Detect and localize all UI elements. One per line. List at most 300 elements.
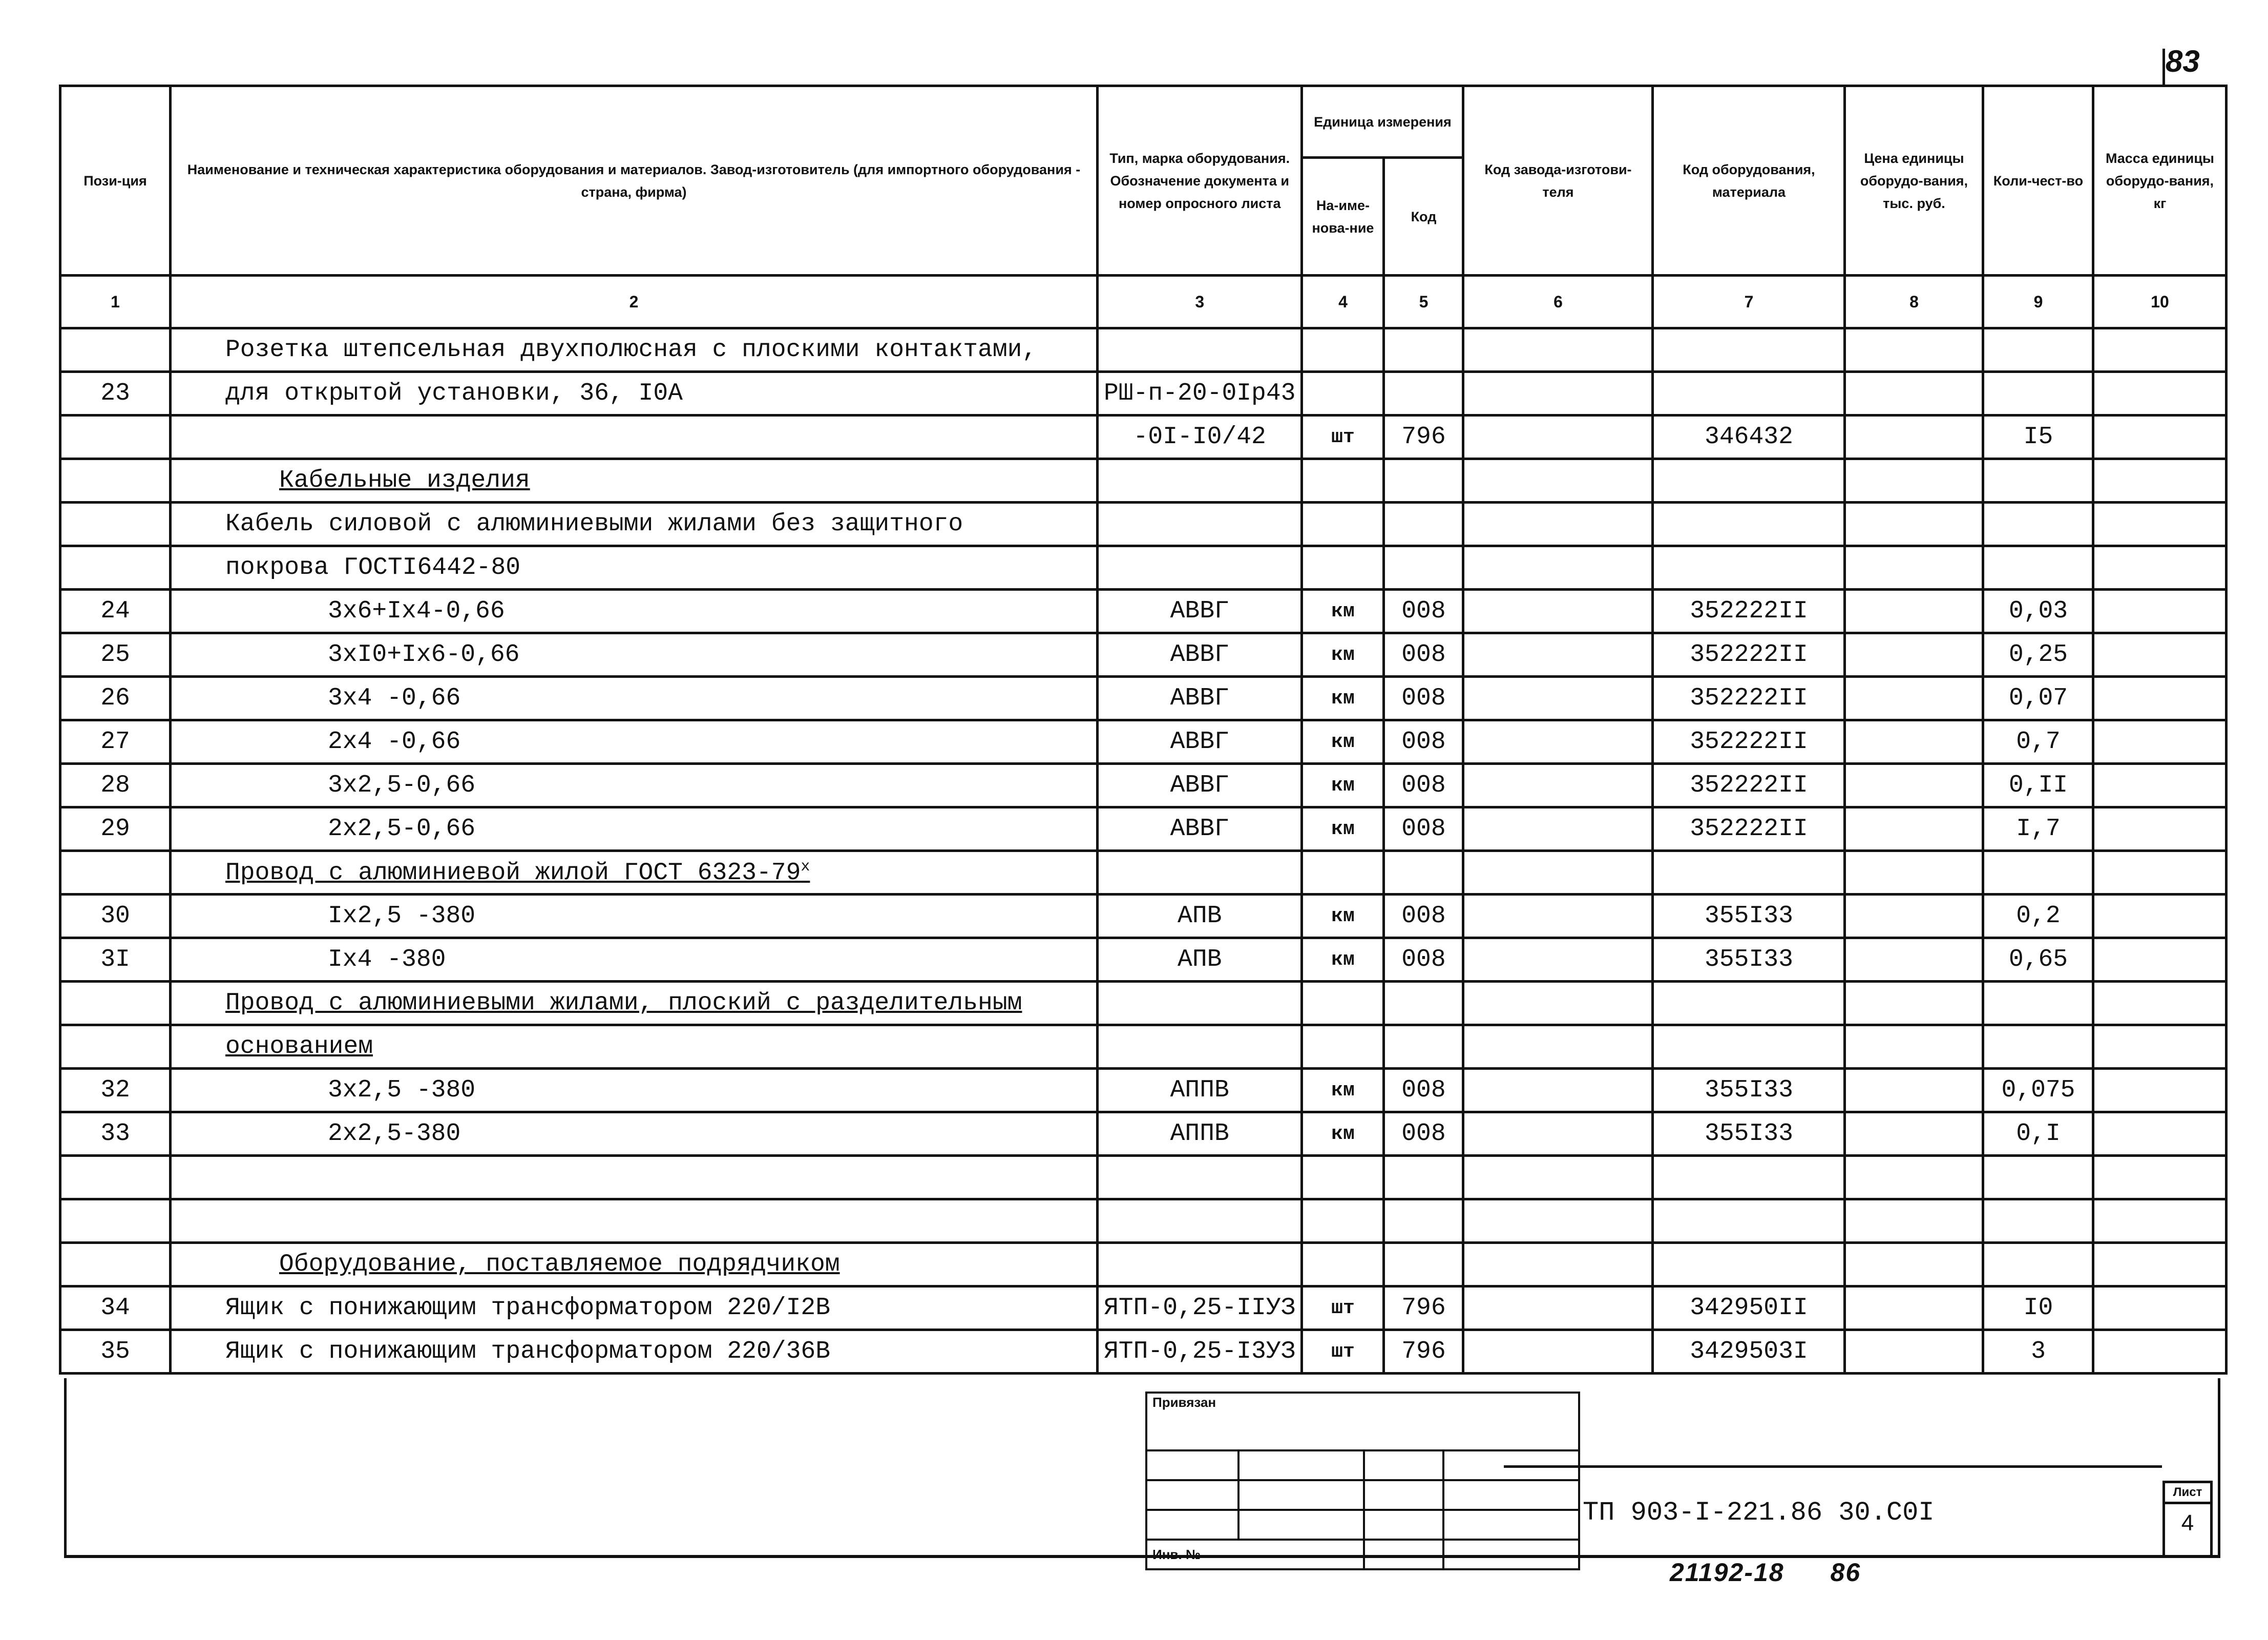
row-qty (1983, 851, 2093, 895)
row-unit (1302, 503, 1384, 546)
row-position (60, 1199, 171, 1243)
row-name-text: 3х2,5 -380 (328, 1076, 476, 1104)
row-maker-code (1463, 1286, 1653, 1330)
row-name-text: Провод с алюминиевыми жилами, плоский с разделительным (225, 989, 1022, 1017)
row-name (171, 1025, 1098, 1069)
row-unit-code (1384, 328, 1463, 372)
row-name-text: Ящик с понижающим трансформатором 220/36В (225, 1338, 830, 1365)
row-unit: км (1302, 590, 1384, 633)
table-row (60, 720, 2227, 764)
row-maker-code (1463, 851, 1653, 895)
row-unit-code (1384, 459, 1463, 503)
row-name-text: Iх2,5 -380 (328, 902, 476, 930)
row-unit: шт (1302, 1286, 1384, 1330)
row-mass (2093, 1330, 2227, 1374)
row-item-code (1653, 1243, 1845, 1286)
col-header-type: Тип, марка оборудования. Обозначение документа и номер опросного листа (1098, 86, 1302, 276)
row-type (1098, 1156, 1302, 1199)
table-row (60, 1156, 2227, 1199)
row-type (1098, 546, 1302, 590)
row-qty: I5 (1983, 416, 2093, 459)
row-unit: км (1302, 895, 1384, 938)
row-maker-code (1463, 459, 1653, 503)
row-unit-code: 008 (1384, 764, 1463, 807)
row-position (60, 459, 171, 503)
row-mass (2093, 1025, 2227, 1069)
row-name-text: Кабель силовой с алюминиевыми жилами без защитного (225, 510, 963, 538)
row-unit-code (1384, 1025, 1463, 1069)
sheet-corner-mark-bar (2162, 49, 2165, 85)
table-row (60, 503, 2227, 546)
col-number: 2 (171, 276, 1098, 328)
row-type (1098, 459, 1302, 503)
row-name (171, 1286, 1098, 1330)
row-mass (2093, 1199, 2227, 1243)
col-number: 8 (1845, 276, 1983, 328)
row-maker-code (1463, 546, 1653, 590)
col-header-item-code: Код оборудования, материала (1653, 86, 1845, 276)
row-price (1845, 1330, 1983, 1374)
row-position: 29 (60, 807, 171, 851)
row-unit-code: 008 (1384, 1112, 1463, 1156)
row-qty: 0,075 (1983, 1069, 2093, 1112)
row-unit: шт (1302, 1330, 1384, 1374)
row-name (171, 1112, 1098, 1156)
row-maker-code (1463, 590, 1653, 633)
row-item-code: 355I33 (1653, 1112, 1845, 1156)
col-number: 1 (60, 276, 171, 328)
row-item-code: 352222II (1653, 633, 1845, 677)
table-row (60, 459, 2227, 503)
col-header-maker-code: Код завода-изготови-теля (1463, 86, 1653, 276)
row-item-code (1653, 372, 1845, 416)
row-name (171, 372, 1098, 416)
row-position: 33 (60, 1112, 171, 1156)
row-type: АППВ (1098, 1112, 1302, 1156)
row-qty: 0,03 (1983, 590, 2093, 633)
row-qty (1983, 372, 2093, 416)
table-row (60, 372, 2227, 416)
bottom-frame (64, 1378, 2220, 1558)
row-unit-code: 008 (1384, 720, 1463, 764)
row-mass (2093, 851, 2227, 895)
row-unit-code (1384, 503, 1463, 546)
row-item-code (1653, 1156, 1845, 1199)
row-mass (2093, 590, 2227, 633)
row-name (171, 982, 1098, 1025)
row-unit: км (1302, 1069, 1384, 1112)
row-name (171, 764, 1098, 807)
row-item-code (1653, 328, 1845, 372)
row-item-code (1653, 851, 1845, 895)
row-qty: 0,65 (1983, 938, 2093, 982)
table-row (60, 764, 2227, 807)
row-unit-code (1384, 851, 1463, 895)
row-qty: 0,7 (1983, 720, 2093, 764)
row-qty: 3 (1983, 1330, 2093, 1374)
row-item-code: 355I33 (1653, 1069, 1845, 1112)
row-qty (1983, 1156, 2093, 1199)
row-maker-code (1463, 895, 1653, 938)
table-row (60, 1286, 2227, 1330)
row-type (1098, 851, 1302, 895)
col-number: 6 (1463, 276, 1653, 328)
row-maker-code (1463, 328, 1653, 372)
table-row (60, 677, 2227, 720)
row-name-text: для открытой установки, 36, I0A (225, 380, 683, 407)
footer-archive-code: 21192-18 (1670, 1558, 1784, 1587)
row-price (1845, 720, 1983, 764)
row-type (1098, 503, 1302, 546)
row-unit-code: 008 (1384, 895, 1463, 938)
row-mass (2093, 895, 2227, 938)
row-position (60, 546, 171, 590)
row-type (1098, 1243, 1302, 1286)
row-price (1845, 764, 1983, 807)
row-type: ЯТП-0,25-IIУЗ (1098, 1286, 1302, 1330)
row-qty (1983, 1199, 2093, 1243)
row-type: АПВ (1098, 895, 1302, 938)
row-name (171, 1156, 1098, 1199)
row-unit (1302, 1156, 1384, 1199)
row-mass (2093, 764, 2227, 807)
row-item-code: 355I33 (1653, 938, 1845, 982)
row-type: РШ-п-20-0Iр43 (1098, 372, 1302, 416)
col-header-unit-code: Код (1384, 158, 1463, 276)
row-name (171, 633, 1098, 677)
row-price (1845, 546, 1983, 590)
row-position: 34 (60, 1286, 171, 1330)
specification-table (59, 85, 2228, 1375)
row-name (171, 1199, 1098, 1243)
row-name-text: 2х2,5-380 (328, 1120, 461, 1148)
row-maker-code (1463, 764, 1653, 807)
col-number: 10 (2093, 276, 2227, 328)
row-unit: км (1302, 677, 1384, 720)
row-unit (1302, 1243, 1384, 1286)
row-name (171, 416, 1098, 459)
row-name-text: Оборудование, поставляемое подрядчиком (279, 1251, 840, 1278)
row-name-text: 3х6+Iх4-0,66 (328, 597, 505, 625)
row-price (1845, 1243, 1983, 1286)
row-name (171, 677, 1098, 720)
row-unit-code: 008 (1384, 677, 1463, 720)
row-price (1845, 807, 1983, 851)
column-number-row (60, 276, 2227, 328)
row-price (1845, 982, 1983, 1025)
row-mass (2093, 1286, 2227, 1330)
row-position: 35 (60, 1330, 171, 1374)
row-position (60, 503, 171, 546)
row-type (1098, 328, 1302, 372)
row-qty (1983, 459, 2093, 503)
row-item-code: 352222II (1653, 720, 1845, 764)
row-mass (2093, 633, 2227, 677)
row-price (1845, 459, 1983, 503)
row-name-text: Iх4 -380 (328, 946, 446, 973)
sheet-corner-mark: 83 (2166, 44, 2200, 78)
col-number: 3 (1098, 276, 1302, 328)
table-row (60, 1330, 2227, 1374)
row-mass (2093, 1112, 2227, 1156)
row-unit: км (1302, 720, 1384, 764)
row-item-code: 355I33 (1653, 895, 1845, 938)
row-maker-code (1463, 1025, 1653, 1069)
row-position (60, 328, 171, 372)
table-row (60, 416, 2227, 459)
row-name-text: Провод с алюминиевой жилой ГОСТ 6323-79 (225, 859, 801, 887)
row-name-text: основанием (225, 1033, 373, 1061)
col-header-name: Наименование и техническая характеристика оборудования и материалов. Завод-изготовитель (для импортного оборудования - страна, фирма) (171, 86, 1098, 276)
row-unit-code: 008 (1384, 633, 1463, 677)
col-header-unit-group: Единица измерения (1302, 86, 1463, 158)
footer-archive-number (1670, 1558, 1861, 1587)
row-item-code: 352222II (1653, 807, 1845, 851)
row-mass (2093, 372, 2227, 416)
table-row (60, 807, 2227, 851)
row-position: 25 (60, 633, 171, 677)
sheet-box (2162, 1481, 2213, 1558)
row-name (171, 1330, 1098, 1374)
row-unit-code (1384, 1199, 1463, 1243)
row-price (1845, 677, 1983, 720)
row-position: 28 (60, 764, 171, 807)
row-name (171, 546, 1098, 590)
row-price (1845, 1069, 1983, 1112)
row-qty (1983, 328, 2093, 372)
row-item-code (1653, 1199, 1845, 1243)
row-qty: 0,II (1983, 764, 2093, 807)
row-maker-code (1463, 982, 1653, 1025)
row-name (171, 938, 1098, 982)
stamp-attached-label: Привязан (1146, 1393, 1579, 1450)
row-unit (1302, 459, 1384, 503)
row-unit: шт (1302, 416, 1384, 459)
row-unit (1302, 1199, 1384, 1243)
row-mass (2093, 720, 2227, 764)
table-row (60, 1243, 2227, 1286)
row-unit: км (1302, 807, 1384, 851)
table-row (60, 1199, 2227, 1243)
row-unit-code: 008 (1384, 1069, 1463, 1112)
row-maker-code (1463, 633, 1653, 677)
row-price (1845, 851, 1983, 895)
row-type: АВВГ (1098, 590, 1302, 633)
row-unit: км (1302, 1112, 1384, 1156)
row-name-superscript: x (801, 858, 810, 876)
row-maker-code (1463, 938, 1653, 982)
row-mass (2093, 1243, 2227, 1286)
row-maker-code (1463, 503, 1653, 546)
row-name (171, 328, 1098, 372)
row-type: АВВГ (1098, 677, 1302, 720)
row-position (60, 1025, 171, 1069)
row-position (60, 982, 171, 1025)
row-name-text: 3х4 -0,66 (328, 684, 461, 712)
row-name-text: 2х4 -0,66 (328, 728, 461, 756)
row-mass (2093, 807, 2227, 851)
row-mass (2093, 982, 2227, 1025)
row-unit-code (1384, 546, 1463, 590)
row-item-code: 352222II (1653, 590, 1845, 633)
row-name-text: 3хI0+Iх6-0,66 (328, 641, 520, 669)
table-row (60, 328, 2227, 372)
row-unit-code: 796 (1384, 1330, 1463, 1374)
row-item-code: 352222II (1653, 677, 1845, 720)
sheet-label: Лист (2165, 1483, 2210, 1504)
row-name-text: Ящик с понижающим трансформатором 220/I2В (225, 1294, 830, 1322)
row-name (171, 720, 1098, 764)
row-maker-code (1463, 1156, 1653, 1199)
row-type: АВВГ (1098, 764, 1302, 807)
row-maker-code (1463, 372, 1653, 416)
row-qty (1983, 503, 2093, 546)
row-item-code: 342950II (1653, 1286, 1845, 1330)
row-position: 30 (60, 895, 171, 938)
row-type: АППВ (1098, 1069, 1302, 1112)
row-price (1845, 503, 1983, 546)
col-header-price: Цена единицы оборудо-вания, тыс. руб. (1845, 86, 1983, 276)
row-unit-code (1384, 372, 1463, 416)
row-item-code (1653, 1025, 1845, 1069)
table-row (60, 1112, 2227, 1156)
row-maker-code (1463, 720, 1653, 764)
table-row (60, 546, 2227, 590)
row-type: АВВГ (1098, 807, 1302, 851)
col-number: 5 (1384, 276, 1463, 328)
row-unit-code: 796 (1384, 416, 1463, 459)
row-unit: км (1302, 633, 1384, 677)
row-qty: 0,25 (1983, 633, 2093, 677)
row-name (171, 503, 1098, 546)
row-price (1845, 328, 1983, 372)
document-number: ТП 903-I-221.86 30.С0I (1583, 1498, 1935, 1528)
row-position: 3I (60, 938, 171, 982)
stamp-divider (1504, 1465, 2162, 1468)
row-type: -0I-I0/42 (1098, 416, 1302, 459)
row-name-text: покрова ГОСТI6442-80 (225, 554, 521, 582)
row-unit (1302, 851, 1384, 895)
table-row (60, 938, 2227, 982)
row-position: 24 (60, 590, 171, 633)
row-price (1845, 1286, 1983, 1330)
row-unit (1302, 372, 1384, 416)
row-name (171, 895, 1098, 938)
row-maker-code (1463, 416, 1653, 459)
row-unit-code: 008 (1384, 590, 1463, 633)
row-item-code (1653, 982, 1845, 1025)
row-item-code: 346432 (1653, 416, 1845, 459)
row-mass (2093, 1069, 2227, 1112)
table-row (60, 1025, 2227, 1069)
row-unit-code: 796 (1384, 1286, 1463, 1330)
stamp-inventory-label: Инв. № (1146, 1540, 1364, 1569)
title-stamp (1145, 1392, 1580, 1570)
row-name-text: 2х2,5-0,66 (328, 815, 476, 843)
row-price (1845, 1025, 1983, 1069)
row-qty: 0,2 (1983, 895, 2093, 938)
row-qty (1983, 546, 2093, 590)
row-price (1845, 416, 1983, 459)
table-row (60, 895, 2227, 938)
row-maker-code (1463, 1243, 1653, 1286)
row-qty: 0,I (1983, 1112, 2093, 1156)
row-mass (2093, 938, 2227, 982)
row-unit (1302, 328, 1384, 372)
row-position (60, 1243, 171, 1286)
row-name (171, 1069, 1098, 1112)
row-type (1098, 1199, 1302, 1243)
row-type (1098, 982, 1302, 1025)
col-number: 4 (1302, 276, 1384, 328)
row-name-text: Кабельные изделия (279, 467, 530, 494)
row-position (60, 416, 171, 459)
specification-rows (60, 328, 2227, 1374)
row-price (1845, 372, 1983, 416)
row-unit-code (1384, 1243, 1463, 1286)
row-qty (1983, 1025, 2093, 1069)
table-row (60, 590, 2227, 633)
row-unit-code: 008 (1384, 807, 1463, 851)
row-price (1845, 590, 1983, 633)
row-price (1845, 1156, 1983, 1199)
row-type: АПВ (1098, 938, 1302, 982)
table-row (60, 1069, 2227, 1112)
table-row (60, 851, 2227, 895)
row-maker-code (1463, 1112, 1653, 1156)
row-unit: км (1302, 764, 1384, 807)
row-unit: км (1302, 938, 1384, 982)
row-unit-code (1384, 982, 1463, 1025)
row-name (171, 1243, 1098, 1286)
row-mass (2093, 1156, 2227, 1199)
row-price (1845, 938, 1983, 982)
row-item-code: 3429503I (1653, 1330, 1845, 1374)
row-name (171, 851, 1098, 895)
row-position (60, 851, 171, 895)
row-price (1845, 1199, 1983, 1243)
row-unit (1302, 1025, 1384, 1069)
row-item-code (1653, 459, 1845, 503)
row-name (171, 590, 1098, 633)
row-qty: I,7 (1983, 807, 2093, 851)
col-header-position: Пози-ция (60, 86, 171, 276)
row-name (171, 807, 1098, 851)
row-price (1845, 1112, 1983, 1156)
col-header-unit-name: На-име-нова-ние (1302, 158, 1384, 276)
row-qty (1983, 982, 2093, 1025)
row-maker-code (1463, 1069, 1653, 1112)
row-mass (2093, 677, 2227, 720)
row-type: ЯТП-0,25-I3УЗ (1098, 1330, 1302, 1374)
row-unit (1302, 546, 1384, 590)
row-maker-code (1463, 1330, 1653, 1374)
row-mass (2093, 503, 2227, 546)
row-mass (2093, 459, 2227, 503)
row-type: АВВГ (1098, 720, 1302, 764)
row-name-text: Розетка штепсельная двухполюсная с плоскими контактами, (225, 336, 1037, 364)
row-maker-code (1463, 1199, 1653, 1243)
table-row (60, 633, 2227, 677)
row-unit-code (1384, 1156, 1463, 1199)
row-mass (2093, 546, 2227, 590)
row-item-code (1653, 546, 1845, 590)
row-maker-code (1463, 807, 1653, 851)
row-item-code (1653, 503, 1845, 546)
row-item-code: 352222II (1653, 764, 1845, 807)
sheet-number: 4 (2181, 1510, 2194, 1535)
row-qty: 0,07 (1983, 677, 2093, 720)
